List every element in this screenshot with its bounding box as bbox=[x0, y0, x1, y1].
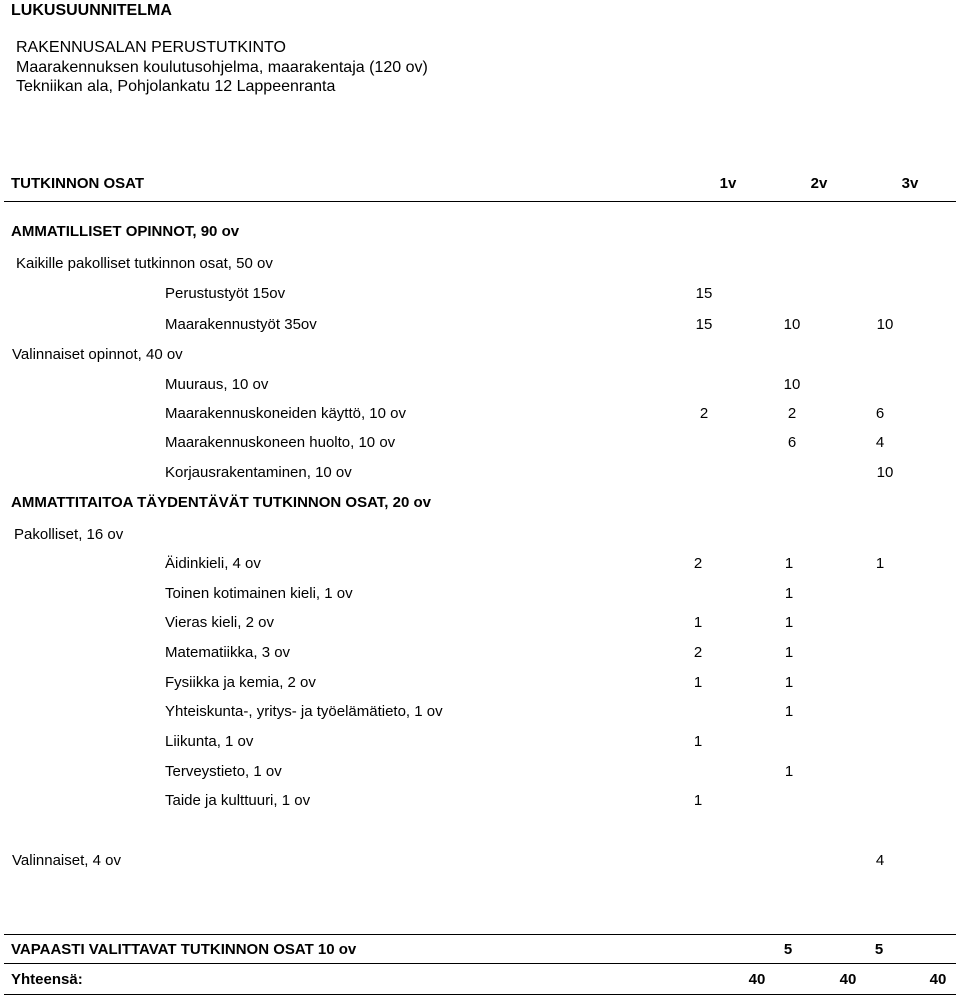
cell-2v: 1 bbox=[784, 585, 794, 602]
cell-2v: 1 bbox=[784, 674, 794, 691]
cell-2v: 1 bbox=[784, 644, 794, 661]
program-name: RAKENNUSALAN PERUSTUTKINTO bbox=[16, 39, 286, 56]
cell-1v: 1 bbox=[693, 733, 703, 750]
column-3v: 3v bbox=[901, 175, 919, 192]
cell-2v: 1 bbox=[784, 555, 794, 572]
cell-3v: 4 bbox=[875, 434, 885, 451]
row-label: Fysiikka ja kemia, 2 ov bbox=[165, 674, 316, 691]
column-1v: 1v bbox=[719, 175, 737, 192]
document-title: LUKUSUUNNITELMA bbox=[11, 2, 172, 19]
cell-2v: 1 bbox=[784, 614, 794, 631]
row-label: Liikunta, 1 ov bbox=[165, 733, 254, 750]
cell-2v: 2 bbox=[787, 405, 797, 422]
row-label: Vieras kieli, 2 ov bbox=[165, 614, 274, 631]
cell-3v: 4 bbox=[875, 852, 885, 869]
divider bbox=[4, 934, 956, 935]
cell-1v: 15 bbox=[695, 285, 713, 302]
total-2v: 40 bbox=[839, 971, 857, 988]
subsection-pakolliset: Kaikille pakolliset tutkinnon osat, 50 ov bbox=[16, 255, 273, 272]
cell-2v: 6 bbox=[787, 434, 797, 451]
row-label: Matematiikka, 3 ov bbox=[165, 644, 291, 661]
cell-1v: 1 bbox=[693, 792, 703, 809]
row-label: Terveystieto, 1 ov bbox=[165, 763, 282, 780]
row-label: Äidinkieli, 4 ov bbox=[165, 555, 261, 572]
program-location: Tekniikan ala, Pohjolankatu 12 Lappeenranta bbox=[16, 78, 336, 95]
row-label: Perustustyöt 15ov bbox=[165, 285, 286, 302]
row-valinnaiset: Valinnaiset, 4 ov bbox=[12, 852, 121, 869]
cell-1v: 2 bbox=[693, 644, 703, 661]
row-label: Yhteiskunta-, yritys- ja työelämätieto, 1 ov bbox=[165, 703, 443, 720]
row-label: Maarakennuskoneiden käyttö, 10 ov bbox=[165, 405, 406, 422]
section-taydentavat: AMMATTITAITOA TÄYDENTÄVÄT TUTKINNON OSAT, 20 ov bbox=[11, 494, 431, 511]
divider bbox=[4, 963, 956, 964]
cell-1v: 15 bbox=[695, 316, 713, 333]
divider bbox=[4, 201, 956, 202]
cell-3v: 10 bbox=[876, 316, 894, 333]
row-label: Korjausrakentaminen, 10 ov bbox=[165, 464, 352, 481]
cell-2v: 5 bbox=[783, 941, 793, 958]
program-subtitle: Maarakennuksen koulutusohjelma, maarakentaja (120 ov) bbox=[16, 59, 428, 76]
row-label: Maarakennustyöt 35ov bbox=[165, 316, 317, 333]
total-label: Yhteensä: bbox=[11, 971, 83, 988]
cell-3v: 5 bbox=[874, 941, 884, 958]
column-2v: 2v bbox=[810, 175, 828, 192]
cell-2v: 10 bbox=[783, 376, 801, 393]
row-label: Maarakennuskoneen huolto, 10 ov bbox=[165, 434, 396, 451]
row-label: Toinen kotimainen kieli, 1 ov bbox=[165, 585, 353, 602]
total-3v: 40 bbox=[929, 971, 947, 988]
section-ammatilliset: AMMATILLISET OPINNOT, 90 ov bbox=[11, 223, 240, 240]
table-heading: TUTKINNON OSAT bbox=[11, 175, 145, 192]
cell-3v: 1 bbox=[875, 555, 885, 572]
subsection-pakolliset: Pakolliset, 16 ov bbox=[14, 526, 124, 543]
cell-2v: 10 bbox=[783, 316, 801, 333]
cell-1v: 1 bbox=[693, 674, 703, 691]
row-label: Muuraus, 10 ov bbox=[165, 376, 269, 393]
cell-1v: 1 bbox=[693, 614, 703, 631]
cell-3v: 10 bbox=[876, 464, 894, 481]
row-vapaasti: VAPAASTI VALITTAVAT TUTKINNON OSAT 10 ov bbox=[11, 941, 357, 958]
subsection-valinnaiset: Valinnaiset opinnot, 40 ov bbox=[12, 346, 183, 363]
cell-1v: 2 bbox=[693, 555, 703, 572]
cell-3v: 6 bbox=[875, 405, 885, 422]
cell-1v: 2 bbox=[699, 405, 709, 422]
cell-2v: 1 bbox=[784, 763, 794, 780]
row-label: Taide ja kulttuuri, 1 ov bbox=[165, 792, 311, 809]
cell-2v: 1 bbox=[784, 703, 794, 720]
total-1v: 40 bbox=[748, 971, 766, 988]
divider bbox=[4, 994, 956, 995]
